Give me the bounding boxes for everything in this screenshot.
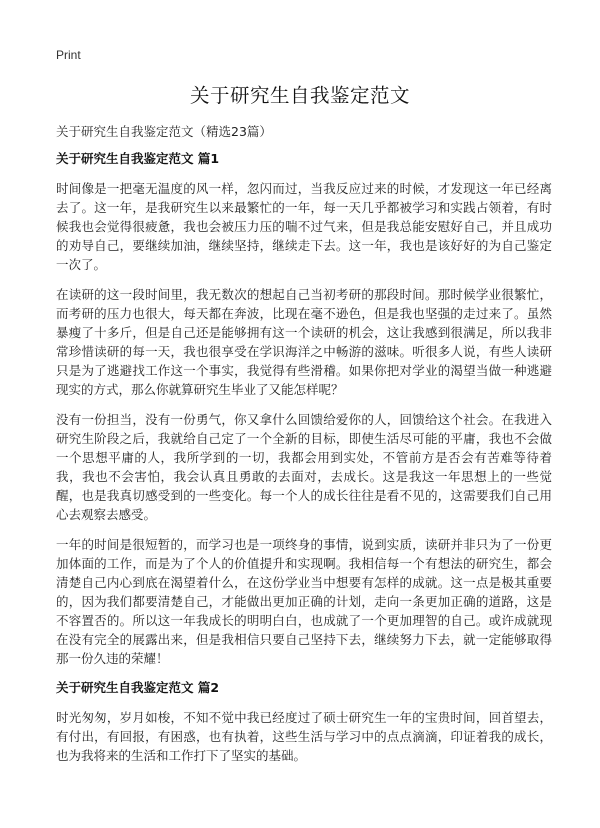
page-title: 关于研究生自我鉴定范文: [189, 84, 410, 107]
section-heading: 关于研究生自我鉴定范文 篇2: [56, 680, 220, 695]
paragraph: 时光匆匆，岁月如梭，不知不觉中我已经度过了硕士研究生一年的宝贵时间，回首望去，有付出，有回报，有困惑，也有执着，这些生活与学习中的点点滴滴，印证着我的成长，也为我将来的生活和工作打下了坚实的基础。: [56, 710, 552, 763]
print-link[interactable]: Print: [56, 48, 81, 62]
section-heading: 关于研究生自我鉴定范文 篇1: [56, 151, 220, 166]
paragraph: 没有一份担当，没有一份勇气，你又拿什么回馈给爱你的人，回馈给这个社会。在我进入研究生阶段之后，我就给自己定了一个全新的目标，即使生活尽可能的平庸，我也不会做一个思想平庸的人，我所学到的一切，我都会用到实处，不管前方是否会有苦难等待着我，我也不会害怕，我会认真且勇敢的去面对，去成长。这是我这一年思想上的一些觉醒，也是我真切感受到的一些变化。每一个人的成长往往是看不见的，这需要我们自己用心去观察去感受。: [56, 412, 552, 522]
article-body: [56, 150, 552, 776]
paragraph: 一年的时间是很短暂的，而学习也是一项终身的事情，说到实质，读研并非只为了一份更加体面的工作，而是为了个人的价值提升和实现啊。我相信每一个有想法的研究生，都会清楚自己内心到底在渴望着什么，在这份学业当中想要有怎样的成就。这一点是极其重要的，因为我们都要清楚自己，才能做出更加正确的计划，走向一条更加正确的道路，这是不容置否的。所以这一年我成长的明明白白，也成就了一个更加理智的自己。或许成就现在没有完全的展露出来，但是我相信只要自己坚持下去，继续努力下去，就一定能够取得那一份久违的荣耀！: [56, 537, 552, 666]
article-section-1: [56, 150, 552, 668]
paragraph: 时间像是一把毫无温度的风一样，忽闪而过，当我反应过来的时候，才发现这一年已经离去了。这一年，是我研究生以来最繁忙的一年，每一天几乎都被学习和实践占领着，有时候我也会觉得很疲惫，我也会被压力压的喘不过气来，但是我总能安慰好自己，并且成功的劝导自己，要继续加油，继续坚持，继续走下去。这一年，我也是该好好的为自己鉴定一次了。: [56, 181, 552, 272]
paragraph: 在读研的这一段时间里，我无数次的想起自己当初考研的那段时间。那时候学业很繁忙，而考研的压力也很大，每天都在奔波，比现在毫不逊色，但是我也坚强的走过来了。虽然暴瘦了十多斤，但是自己还是能够拥有这一个读研的机会，这让我感到很满足，所以我非常珍惜读研的每一天，我也很享受在学识海洋之中畅游的滋味。听很多人说，有些人读研只是为了逃避找工作这一个事实，我觉得有些滑稽。如果你把对学业的渴望当做一种逃避现实的方式，那么你就算研究生毕业了又能怎样呢？: [56, 287, 552, 397]
article-section-2: [56, 679, 552, 765]
document-subtitle: 关于研究生自我鉴定范文（精选23篇）: [56, 124, 272, 139]
